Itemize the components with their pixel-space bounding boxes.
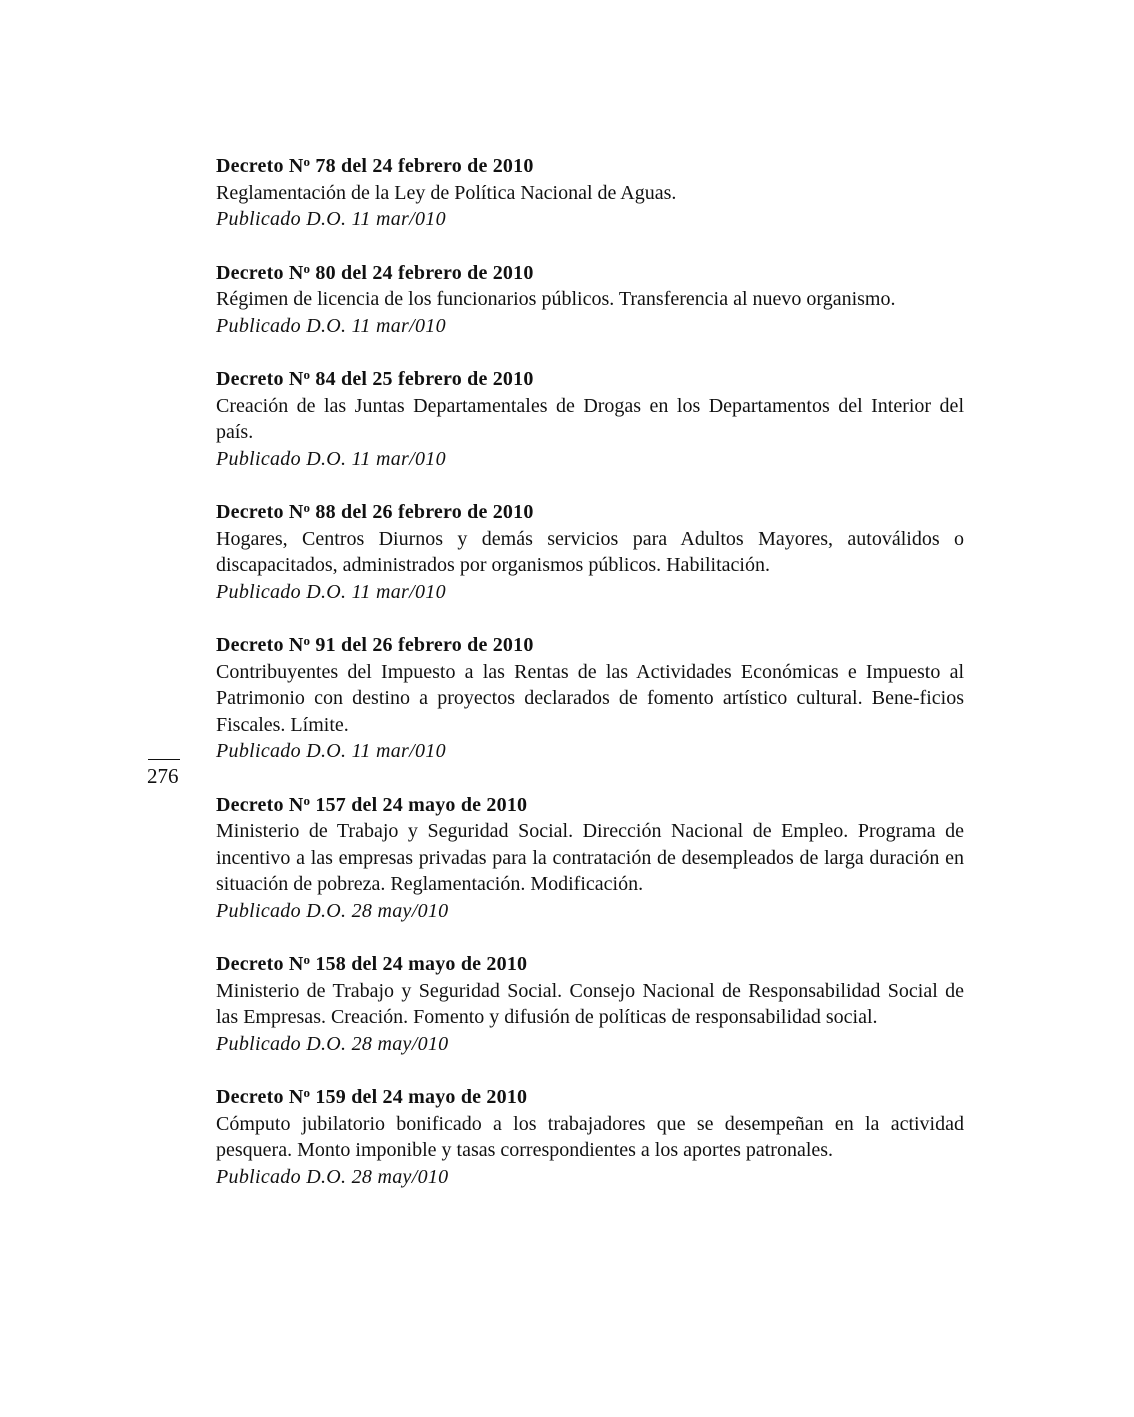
decree-title: Decreto $N^o$ 158 del 24 mayo de 2010 bbox=[216, 952, 528, 975]
decree-publication: Publicado D.O. 11 mar/010 bbox=[216, 314, 446, 337]
decree-title: Decreto $N^o$ 88 del 26 febrero de 2010 bbox=[216, 500, 534, 523]
decree-entry bbox=[216, 153, 964, 233]
decree-description: Creación de las Juntas Departamentales de Drogas en los Departamentos del Interior del país. bbox=[216, 394, 964, 443]
decree-publication: Publicado D.O. 28 may/010 bbox=[216, 899, 449, 922]
decree-entry bbox=[216, 792, 964, 925]
page-number-rule bbox=[148, 759, 180, 760]
decree-title: Decreto $N^o$ 78 del 24 febrero de 2010 bbox=[216, 154, 534, 177]
decree-description: Hogares, Centros Diurnos y demás servicios para Adultos Mayores, autoválidos o discapacitados, administrados por organismos públicos. Habilitación. bbox=[216, 527, 964, 576]
decree-entry bbox=[216, 366, 964, 472]
decree-publication: Publicado D.O. 11 mar/010 bbox=[216, 208, 446, 230]
decree-publication: Publicado D.O. 11 mar/010 bbox=[216, 447, 446, 470]
decree-publication: Publicado D.O. 28 may/010 bbox=[216, 1165, 449, 1188]
decree-title: Decreto $N^o$ 84 del 25 febrero de 2010 bbox=[216, 367, 534, 390]
decree-publication: Publicado D.O. 11 mar/010 bbox=[216, 740, 446, 762]
decree-title: Decreto $N^o$ 159 del 24 mayo de 2010 bbox=[216, 1085, 528, 1108]
decree-description: Reglamentación de la Ley de Política Nacional de Aguas. bbox=[216, 181, 677, 204]
decree-publication: Publicado D.O. 28 may/010 bbox=[216, 1032, 449, 1055]
decree-title: Decreto $N^o$ 157 del 24 mayo de 2010 bbox=[216, 792, 528, 816]
decree-description: Ministerio de Trabajo y Seguridad Social. Dirección Nacional de Empleo. Programa de incentivo a las empresas privadas para la contratación de desempleados de larga duración en situación de pobreza. Reglamentación. Modificación. bbox=[216, 820, 964, 895]
decree-description: Régimen de licencia de los funcionarios públicos. Transferencia al nuevo organismo. bbox=[216, 288, 896, 310]
decree-entry bbox=[216, 1084, 964, 1190]
decree-list bbox=[216, 153, 964, 1217]
decree-description: Contribuyentes del Impuesto a las Rentas de las Actividades Económicas e Impuesto al Patrimonio con destino a proyectos declarados de fomento artístico cultural. Bene-ficios Fiscales. Límite. bbox=[216, 660, 964, 736]
page-number: 276 bbox=[147, 764, 179, 788]
decree-entry bbox=[216, 499, 964, 605]
decree-publication: Publicado D.O. 11 mar/010 bbox=[216, 580, 446, 603]
decree-entry bbox=[216, 260, 964, 340]
decree-title: Decreto $N^o$ 80 del 24 febrero de 2010 bbox=[216, 260, 534, 284]
decree-entry bbox=[216, 632, 964, 765]
decree-description: Ministerio de Trabajo y Seguridad Social. Consejo Nacional de Responsabilidad Social de las Empresas. Creación. Fomento y difusión de políticas de responsabilidad social. bbox=[216, 979, 964, 1028]
decree-title: Decreto $N^o$ 91 del 26 febrero de 2010 bbox=[216, 633, 534, 656]
decree-entry bbox=[216, 951, 964, 1057]
decree-description: Cómputo jubilatorio bonificado a los trabajadores que se desempeñan en la actividad pesquera. Monto imponible y tasas correspondientes a los aportes patronales. bbox=[216, 1112, 964, 1161]
